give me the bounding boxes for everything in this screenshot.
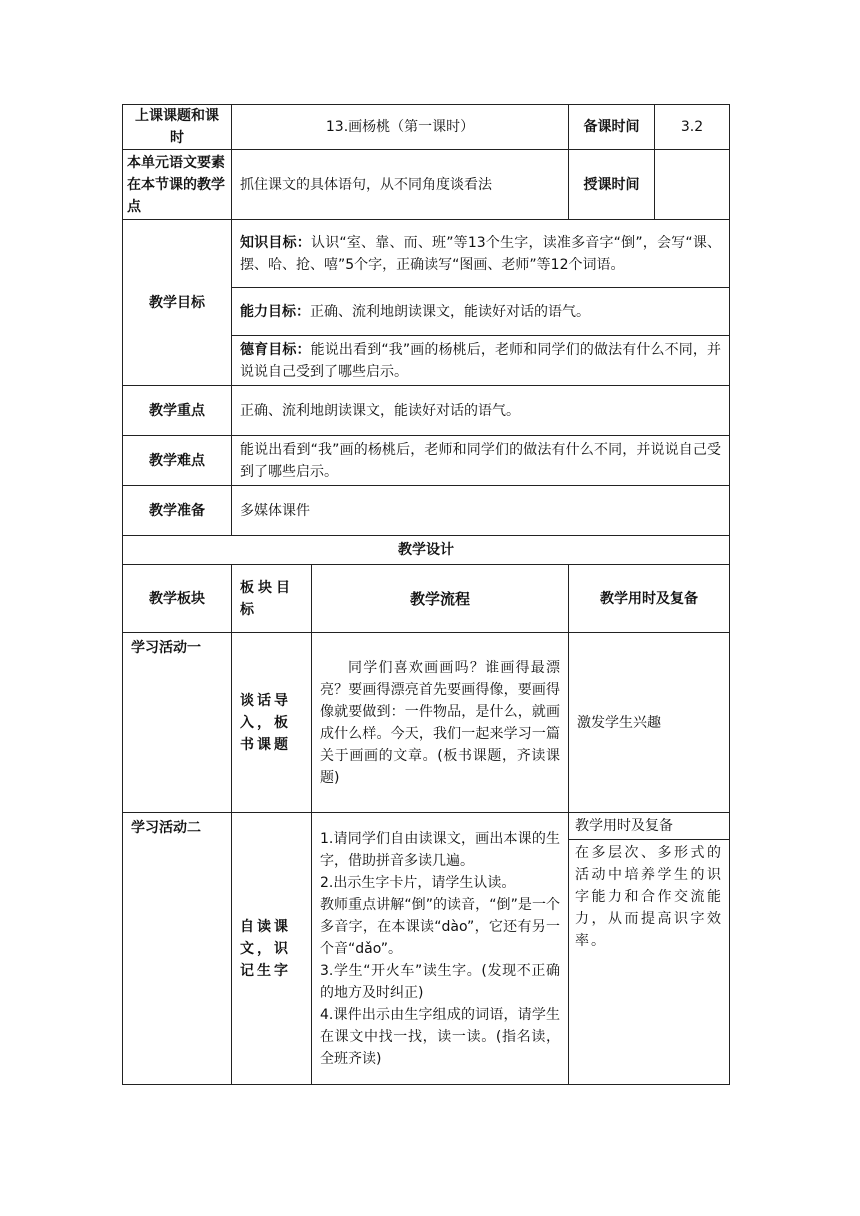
prep-time: 3.2 (655, 105, 730, 150)
prep-text: 多媒体课件 (232, 486, 730, 536)
difficulty-text: 能说出看到“我”画的杨桃后，老师和同学们的做法有什么不同，并说说自己受到了哪些启示。 (232, 436, 730, 486)
col-module: 教学板块 (123, 565, 232, 633)
focus-label: 教学重点 (123, 386, 232, 436)
activity-1-goal: 谈话导入，板书课题 (232, 633, 312, 813)
lesson-title-label: 上课课题和课时 (123, 105, 232, 150)
col-goal: 板块目标 (232, 565, 312, 633)
activity-2-name: 学习活动二 (123, 813, 232, 1085)
activity-2-note: 在多层次、多形式的活动中培养学生的识字能力和合作交流能力，从而提高识字效率。 (575, 845, 724, 949)
lesson-title: 13.画杨桃（第一课时） (232, 105, 569, 150)
teach-time (655, 150, 730, 220)
knowledge-goal-label: 知识目标： (240, 234, 311, 251)
col-time: 教学用时及复备 (569, 565, 730, 633)
activity-2-flow-line: 1.请同学们自由读课文，画出本课的生字，借助拼音多读几遍。 (320, 830, 561, 869)
teach-time-label: 授课时间 (569, 150, 655, 220)
activity-2-note-header: 教学用时及复备 (569, 813, 729, 840)
lesson-plan-table (122, 104, 730, 1085)
difficulty-label: 教学难点 (123, 436, 232, 486)
activity-1-name: 学习活动一 (123, 633, 232, 813)
activity-2-flow-line: 4.课件出示由生字组成的词语，请学生在课文中找一找，读一读。(指名读，全班齐读) (320, 1006, 561, 1067)
knowledge-goal-text: 认识“室、靠、而、班”等13个生字，读准多音字“倒”，会写“课、摆、哈、抢、嘻”5个字，正确读写“图画、老师”等12个词语。 (240, 234, 722, 273)
activity-2-goal: 自读课文，识记生字 (232, 813, 312, 1085)
activity-2-flow (312, 813, 569, 1085)
activity-2-flow-line: 2.出示生字卡片，请学生认读。 (320, 874, 516, 891)
unit-focus: 抓住课文的具体语句，从不同角度谈看法 (232, 150, 569, 220)
unit-focus-label: 本单元语文要素在本节课的教学点 (123, 150, 232, 220)
prep-time-label: 备课时间 (569, 105, 655, 150)
activity-2-flow-line: 教师重点讲解“倒”的读音，“倒”是一个多音字，在本课读“dào”，它还有另一个音“dǎo”。 (320, 896, 561, 957)
col-flow: 教学流程 (312, 565, 569, 633)
goals-label: 教学目标 (123, 220, 232, 386)
ability-goal-text: 正确、流利地朗读课文，能读好对话的语气。 (310, 303, 590, 320)
ability-goal-label: 能力目标： (240, 303, 310, 320)
focus-text: 正确、流利地朗读课文，能读好对话的语气。 (232, 386, 730, 436)
moral-goal-text: 能说出看到“我”画的杨桃后，老师和同学们的做法有什么不同，并说说自己受到了哪些启示。 (240, 341, 722, 380)
activity-1-flow: 同学们喜欢画画吗？谁画得最漂亮？要画得漂亮首先要画得像，要画得像就要做到：一件物品，是什么，就画成什么样。今天，我们一起来学习一篇关于画画的文章。(板书课题，齐读课题) (312, 633, 569, 813)
activity-2-flow-line: 3.学生“开火车”读生字。(发现不正确的地方及时纠正) (320, 962, 561, 1001)
knowledge-goal (232, 220, 730, 288)
prep-label: 教学准备 (123, 486, 232, 536)
moral-goal-label: 德育目标： (240, 341, 311, 358)
activity-1-note: 激发学生兴趣 (569, 633, 730, 813)
activity-2-notes (569, 813, 730, 1085)
activity-2-notes-table (569, 813, 729, 954)
moral-goal (232, 336, 730, 386)
design-title: 教学设计 (123, 536, 730, 565)
ability-goal (232, 288, 730, 336)
